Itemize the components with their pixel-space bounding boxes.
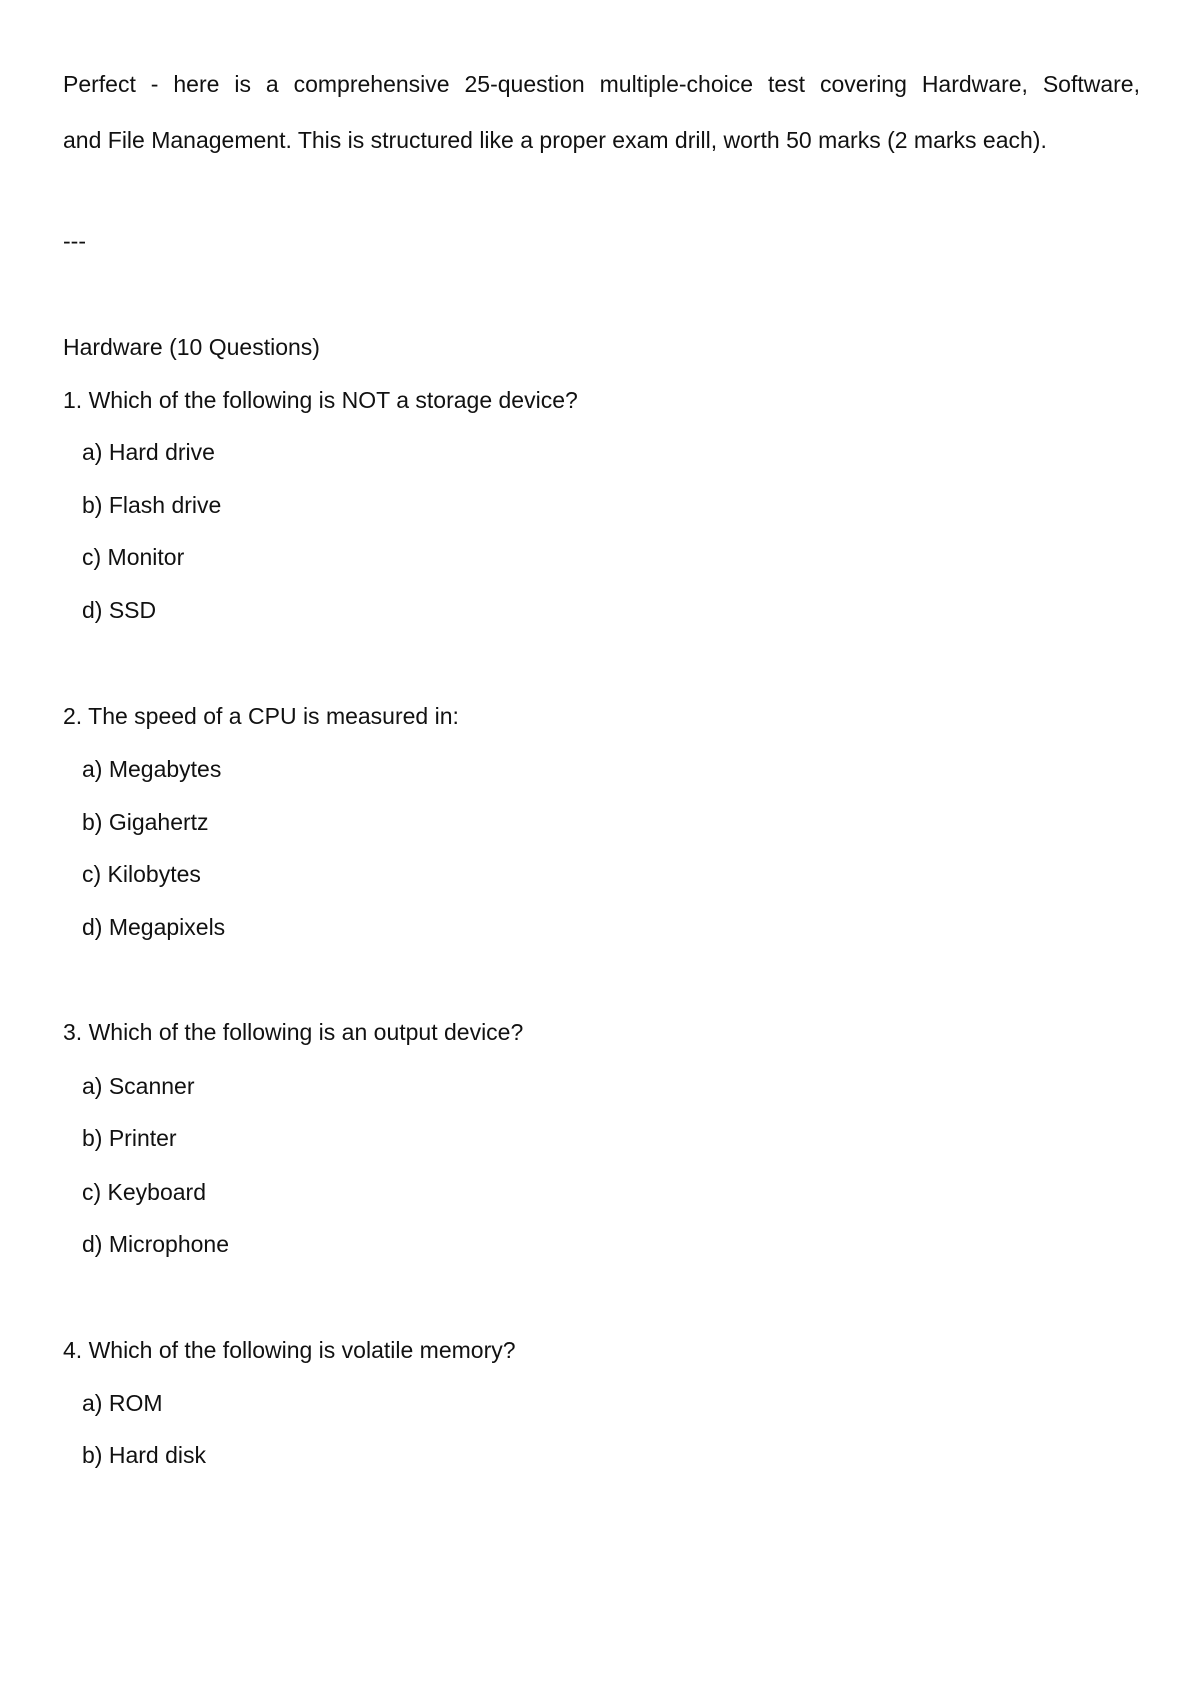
question-3-text: 3. Which of the following is an output device? [63,1019,524,1045]
question-3-option-d: d) Microphone [82,1231,230,1257]
question-2-text: 2. The speed of a CPU is measured in: [63,703,459,729]
question-2-option-b: b) Gigahertz [82,809,209,835]
question-2-option-a: a) Megabytes [82,756,222,782]
question-1-option-c: c) Monitor [82,544,185,570]
question-1-option-b: b) Flash drive [82,492,222,518]
question-1-text: 1. Which of the following is NOT a storage device? [63,387,578,413]
section-heading: Hardware (10 Questions) [63,334,320,360]
question-3-option-c: c) Keyboard [82,1179,207,1205]
question-1-option-d: d) SSD [82,597,157,623]
question-2-option-d: d) Megapixels [82,914,226,940]
question-1-option-a: a) Hard drive [82,439,215,465]
intro-line-1: Perfect - here is a comprehensive 25-question multiple-choice test covering Hardware, Software, [63,71,1140,97]
intro-line-2: and File Management. This is structured like a proper exam drill, worth 50 marks (2 marks each). [63,127,1047,153]
question-3-option-b: b) Printer [82,1125,177,1151]
question-3-option-a: a) Scanner [82,1073,195,1099]
separator: --- [63,228,86,254]
question-4-text: 4. Which of the following is volatile memory? [63,1337,516,1363]
question-2-option-c: c) Kilobytes [82,861,201,887]
question-4-option-b: b) Hard disk [82,1442,206,1468]
question-4-option-a: a) ROM [82,1390,163,1416]
